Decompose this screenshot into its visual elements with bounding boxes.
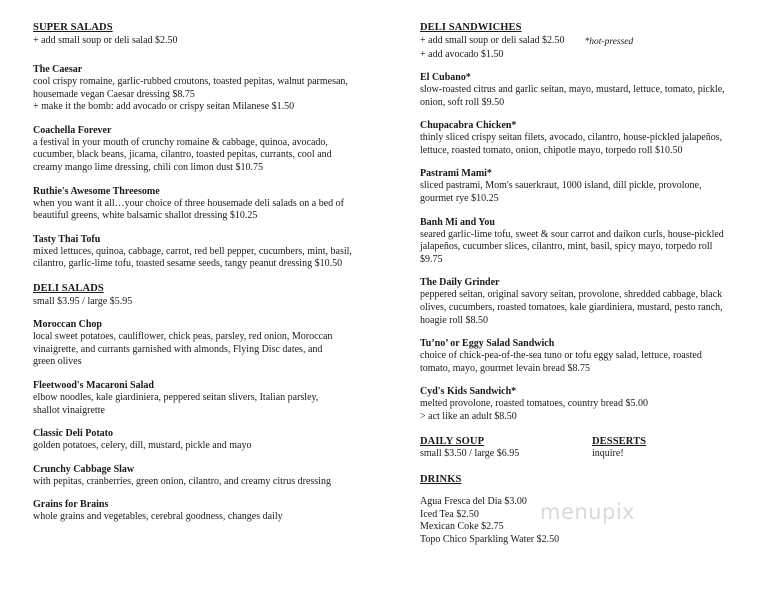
deli-sandwiches-section <box>420 22 750 424</box>
item-desc-line: with pepitas, cranberries, green onion, cilantro, and creamy citrus dressing <box>33 475 331 487</box>
deli-sandwiches-addon: + add small soup or deli salad $2.50 <box>420 34 565 46</box>
item-desc-line: hoagie roll $8.50 <box>420 314 489 326</box>
menu-item-cyds-kids-sandwich <box>420 385 750 423</box>
item-desc-line: shallot vinaigrette <box>33 404 105 416</box>
desserts-note: inquire! <box>592 448 624 460</box>
drink-item: Agua Fresca del Dia $3.00 <box>420 496 527 508</box>
item-desc-line: > act like an adult $8.50 <box>420 411 517 422</box>
item-name: Banh Mi and You <box>420 216 495 228</box>
item-name: Fleetwood's Macaroni Salad <box>33 379 154 391</box>
item-desc-line: onion, soft roll $9.50 <box>420 96 505 108</box>
drink-item: Mexican Coke $2.75 <box>420 521 504 533</box>
item-name: Coachella Forever <box>33 124 112 136</box>
left-column <box>33 22 368 524</box>
item-desc-line: thinly sliced crispy seitan filets, avocado, cilantro, house-pickled jalapeños, <box>420 132 723 144</box>
deli-salads-section <box>33 283 368 524</box>
item-name: Crunchy Cabbage Slaw <box>33 463 135 475</box>
deli-sandwiches-addon-row <box>420 35 750 49</box>
drinks-title: DRINKS <box>420 473 462 485</box>
item-desc-line: elbow noodles, kale giardiniera, peppered seitan slivers, Italian parsley, <box>33 391 319 403</box>
daily-soup-title: DAILY SOUP <box>420 435 485 447</box>
item-name: Classic Deli Potato <box>33 428 113 440</box>
desserts-title: DESSERTS <box>592 435 647 447</box>
soup-desserts-row <box>420 436 750 464</box>
item-desc-line: cucumber, black beans, jicama, cilantro, toasted pepitas, currants, cool and <box>33 149 332 161</box>
menu-item-pastrami-mami <box>420 167 750 205</box>
item-desc-line: golden potatoes, celery, dill, mustard, pickle and mayo <box>33 440 252 452</box>
item-name: Grains for Brains <box>33 499 109 511</box>
super-salads-addon: + add small soup or deli salad $2.50 <box>33 34 178 46</box>
item-desc-line: green olives <box>33 356 82 368</box>
item-name: Moroccan Chop <box>33 319 102 331</box>
desserts-section <box>592 436 646 461</box>
menu-item-classic-deli-potato <box>33 427 368 453</box>
item-desc-line: melted provolone, roasted tomatoes, country bread $5.00 <box>420 398 648 410</box>
item-desc-line: sliced pastrami, Mom's sauerkraut, 1000 island, dill pickle, provolone, <box>420 180 702 192</box>
item-desc-line: cilantro, garlic-lime tofu, toasted sesame seeds, tangy peanut dressing $10.50 <box>33 258 343 270</box>
item-desc-line: cool crispy romaine, garlic-rubbed croutons, toasted pepitas, walnut parmesan, <box>33 76 348 88</box>
item-desc-line: + make it the bomb: add avocado or crispy seitan Milanese $1.50 <box>33 101 295 113</box>
item-name: Ruthie's Awesome Threesome <box>33 185 160 197</box>
menu-item-the-caesar <box>33 63 368 114</box>
item-name: Pastrami Mami* <box>420 168 492 180</box>
menu-item-the-daily-grinder <box>420 276 750 327</box>
item-name: The Caesar <box>33 64 83 76</box>
menu-item-grains-for-brains <box>33 498 368 524</box>
menu-item-ruthies-awesome-threesome <box>33 185 368 223</box>
item-desc-line: gourmet rye $10.25 <box>420 193 499 205</box>
item-name: Cyd's Kids Sandwich* <box>420 386 517 398</box>
item-name: Chupacabra Chicken* <box>420 120 517 132</box>
deli-sandwiches-addon: + add avocado $1.50 <box>420 48 504 60</box>
item-desc-line: peppered seitan, original savory seitan, provolone, shredded cabbage, black <box>420 289 723 301</box>
menu-item-chupacabra-chicken <box>420 119 750 157</box>
drink-item: Topo Chico Sparkling Water $2.50 <box>420 533 560 545</box>
drink-item: Iced Tea $2.50 <box>420 508 479 520</box>
item-name: El Cubano* <box>420 72 471 84</box>
daily-soup-section <box>420 436 519 461</box>
deli-salads-title: DELI SALADS <box>33 283 104 295</box>
item-desc-line: lettuce, roasted tomato, onion, chipotle mayo, torpedo roll $10.50 <box>420 144 683 156</box>
hot-pressed-note: *hot-pressed <box>584 36 634 47</box>
item-desc-line: $9.75 <box>420 253 443 265</box>
item-desc-line: creamy mango lime dressing, chili con limon dust $10.75 <box>33 162 263 174</box>
item-desc-line: vinaigrette, and currants garnished with almonds, Flying Disc dates, and <box>33 343 323 355</box>
item-desc-line: jalapeños, cucumber slices, cilantro, mint, basil, spicy mayo, torpedo roll <box>420 241 713 253</box>
item-desc-line: beautiful greens, white balsamic shallot dressing $10.25 <box>33 210 258 222</box>
menu-item-moroccan-chop <box>33 318 368 369</box>
item-desc-line: a festival in your mouth of crunchy romaine & cabbage, quinoa, avocado, <box>33 136 328 148</box>
item-desc-line: seared garlic-lime tofu, sweet & sour carrot and daikon curls, house-pickled <box>420 228 724 240</box>
deli-salads-price: small $3.95 / large $5.95 <box>33 295 133 307</box>
super-salads-title: SUPER SALADS <box>33 22 113 33</box>
item-desc-line: when you want it all…your choice of three housemade deli salads on a bed of <box>33 197 345 209</box>
item-desc-line: housemade vegan Caesar dressing $8.75 <box>33 88 195 100</box>
item-desc-line: mixed lettuces, quinoa, cabbage, carrot, red bell pepper, cucumbers, mint, basil, <box>33 245 352 257</box>
daily-soup-price: small $3.50 / large $6.95 <box>420 448 520 460</box>
item-desc-line: slow-roasted citrus and garlic seitan, mayo, mustard, lettuce, tomato, pickle, <box>420 84 725 96</box>
menu-item-coachella-forever <box>33 124 368 175</box>
item-name: The Daily Grinder <box>420 277 500 289</box>
deli-sandwiches-title: DELI SANDWICHES <box>420 22 522 33</box>
super-salads-section <box>33 22 368 271</box>
deli-sandwiches-header <box>420 22 750 35</box>
item-desc-line: tomato, mayo, gourmet levain bread $8.75 <box>420 362 590 374</box>
menu-item-banh-mi-and-you <box>420 216 750 267</box>
menu-item-tasty-thai-tofu <box>33 233 368 271</box>
item-name: Tu’no’ or Eggy Salad Sandwich <box>420 338 555 350</box>
item-name: Tasty Thai Tofu <box>33 233 101 245</box>
item-desc-line: whole grains and vegetables, cerebral goodness, changes daily <box>33 511 283 523</box>
right-column <box>420 22 750 546</box>
item-desc-line: local sweet potatoes, cauliflower, chick peas, parsley, red onion, Moroccan <box>33 331 333 343</box>
menu-item-fleetwoods-macaroni-salad <box>33 379 368 417</box>
menu-item-crunchy-cabbage-slaw <box>33 463 368 489</box>
item-desc-line: choice of chick-pea-of-the-sea tuno or tofu eggy salad, lettuce, roasted <box>420 350 702 362</box>
menu-item-tuno-or-eggy-salad-sandwich <box>420 337 750 375</box>
item-desc-line: olives, cucumbers, roasted tomatoes, kale giardiniera, mustard, pesto ranch, <box>420 302 723 314</box>
menupix-watermark: menupix <box>540 500 636 524</box>
menu-item-el-cubano <box>420 71 750 109</box>
